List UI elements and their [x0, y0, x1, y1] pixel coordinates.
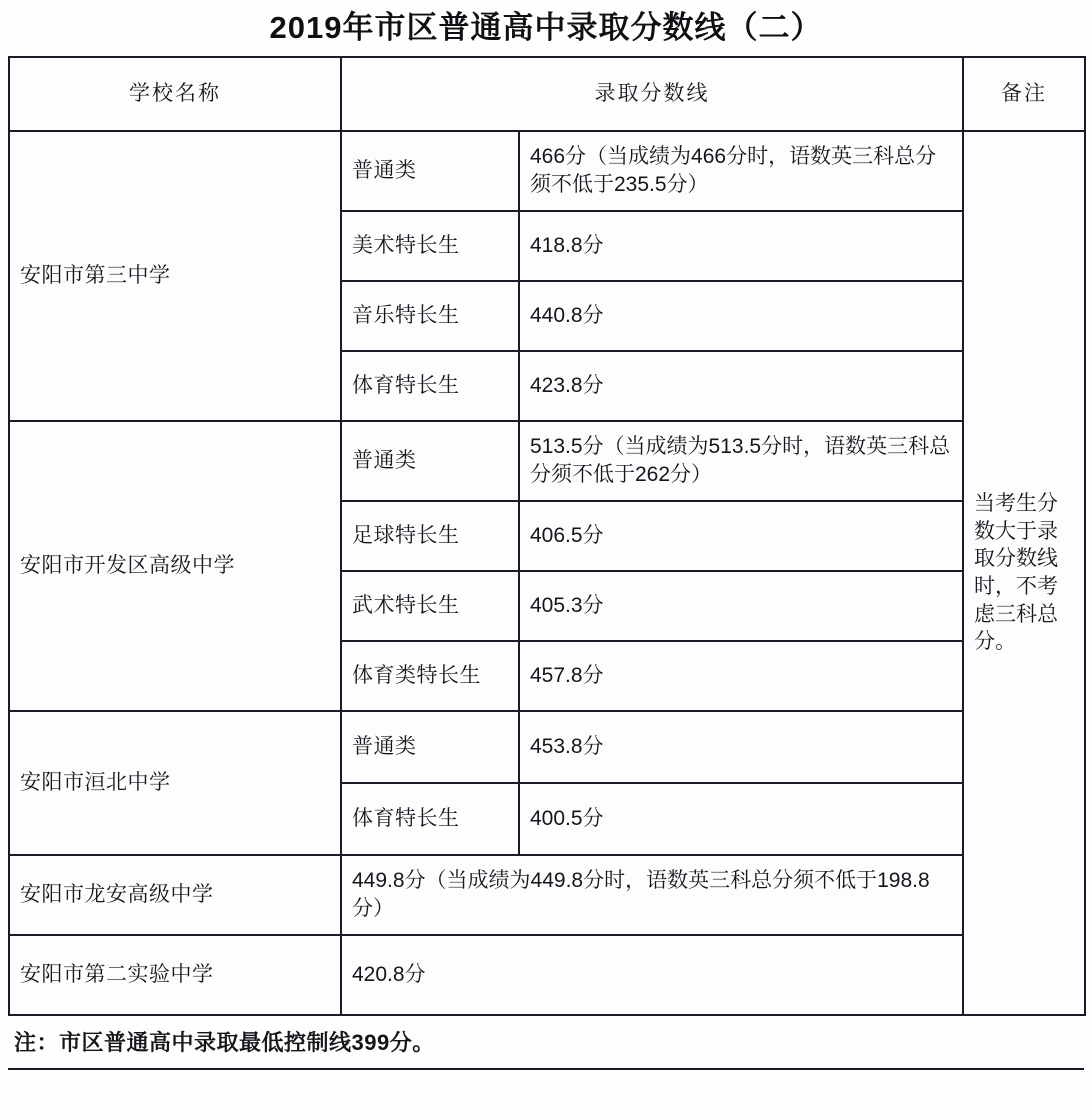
score-cell: 418.8分	[519, 211, 963, 281]
score-cell: 453.8分	[519, 711, 963, 783]
table-row	[9, 855, 1085, 935]
score-cell: 400.5分	[519, 783, 963, 855]
score-cell: 466分（当成绩为466分时，语数英三科总分须不低于235.5分）	[519, 131, 963, 211]
school-name-cell: 安阳市龙安高级中学	[9, 855, 341, 935]
column-header-remark: 备注	[963, 57, 1085, 131]
page-title: 2019年市区普通高中录取分数线（二）	[269, 10, 823, 45]
column-header-school: 学校名称	[9, 57, 341, 131]
footnote: 注：市区普通高中录取最低控制线399分。	[14, 1030, 435, 1055]
score-cell: 513.5分（当成绩为513.5分时，语数英三科总分须不低于262分）	[519, 421, 963, 501]
score-cell: 405.3分	[519, 571, 963, 641]
score-cell: 423.8分	[519, 351, 963, 421]
category-cell: 武术特长生	[341, 571, 519, 641]
table-row	[9, 131, 1085, 211]
score-cell: 406.5分	[519, 501, 963, 571]
admission-score-table	[8, 56, 1086, 1016]
remark-cell: 当考生分数大于录取分数线时，不考虑三科总分。	[963, 131, 1085, 1015]
category-cell: 体育类特长生	[341, 641, 519, 711]
score-cell: 440.8分	[519, 281, 963, 351]
school-name-cell: 安阳市开发区高级中学	[9, 421, 341, 711]
table-row	[9, 711, 1085, 783]
table-header-row	[9, 57, 1085, 131]
school-name-cell: 安阳市第三中学	[9, 131, 341, 421]
table-row	[9, 935, 1085, 1015]
category-cell: 音乐特长生	[341, 281, 519, 351]
category-cell: 美术特长生	[341, 211, 519, 281]
school-name-cell: 安阳市第二实验中学	[9, 935, 341, 1015]
category-cell: 普通类	[341, 421, 519, 501]
table-row	[9, 421, 1085, 501]
bottom-divider	[8, 1068, 1084, 1070]
category-cell: 普通类	[341, 711, 519, 783]
category-cell: 体育特长生	[341, 783, 519, 855]
score-cell: 420.8分	[341, 935, 963, 1015]
category-cell: 足球特长生	[341, 501, 519, 571]
column-header-score-line: 录取分数线	[341, 57, 963, 131]
category-cell: 普通类	[341, 131, 519, 211]
school-name-cell: 安阳市洹北中学	[9, 711, 341, 855]
category-cell: 体育特长生	[341, 351, 519, 421]
score-cell: 457.8分	[519, 641, 963, 711]
score-cell: 449.8分（当成绩为449.8分时，语数英三科总分须不低于198.8分）	[341, 855, 963, 935]
